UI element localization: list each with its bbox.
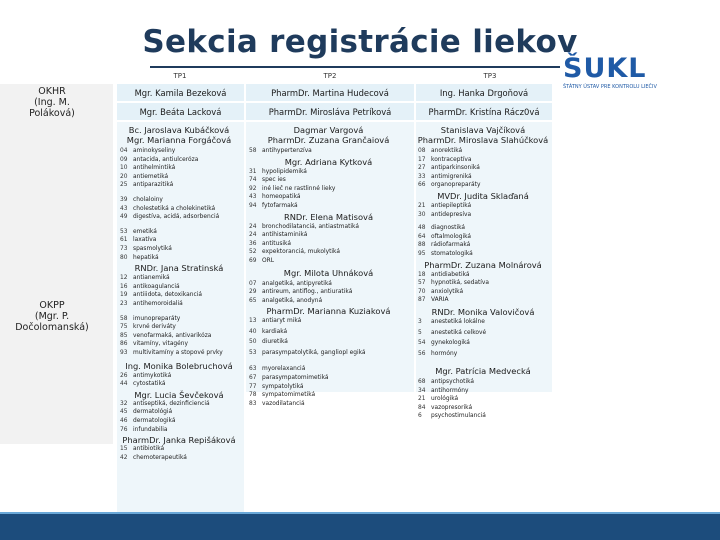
item-label: vazodilatanciá — [262, 400, 305, 407]
list-item — [249, 297, 322, 305]
logo-mark: ŠUKL — [563, 53, 647, 84]
item-label: antidepresíva — [431, 211, 472, 218]
item-label: iné lieč ne rastlinné lieky — [262, 185, 336, 192]
column-heading: PharmDr. Marianna Kuziaková — [266, 306, 391, 317]
item-label: parasympatolytiká, gangliopl egiká — [262, 349, 366, 356]
item-code: 19 — [120, 292, 128, 299]
item-code: 83 — [249, 400, 257, 407]
item-label: cytostatiká — [133, 381, 166, 388]
item-code: 20 — [120, 173, 128, 180]
item-code: 58 — [120, 315, 128, 322]
item-label: dermatológiá — [133, 409, 173, 416]
item-code: 52 — [249, 249, 257, 256]
item-label: venofarmaká, antivarikóza — [133, 332, 212, 339]
list-item — [120, 426, 168, 434]
item-code: 36 — [249, 240, 257, 247]
item-label: parasympatomimetiká — [262, 375, 329, 381]
list-item — [120, 164, 175, 172]
item-code: 18 — [418, 271, 426, 278]
item-code: 85 — [120, 332, 128, 339]
list-item — [249, 338, 288, 346]
item-label: stomatologiká — [431, 251, 473, 257]
list-item — [120, 349, 223, 357]
item-code: 30 — [418, 211, 426, 218]
item-label: antihypertenzíva — [262, 148, 312, 154]
list-item — [120, 340, 188, 348]
column-head-tp1: TP1 — [173, 72, 187, 80]
list-item — [418, 241, 470, 249]
list-item — [418, 233, 471, 241]
item-label: krvné deriváty — [133, 324, 176, 331]
item-code: 16 — [120, 283, 128, 290]
list-item — [418, 224, 465, 232]
list-item — [120, 156, 198, 164]
list-item — [249, 280, 332, 288]
bottom-bar — [0, 514, 720, 540]
item-code: 87 — [418, 297, 426, 304]
item-code: 45 — [120, 409, 128, 416]
list-item — [418, 378, 474, 386]
item-label: antipsychotiká — [431, 379, 475, 385]
item-code: 07 — [249, 280, 257, 287]
item-label: sympatolytiká — [262, 383, 304, 390]
item-code: 80 — [120, 254, 128, 261]
item-code: 24 — [249, 232, 257, 239]
list-item — [249, 400, 305, 408]
list-item — [249, 223, 359, 231]
item-code: 31 — [249, 168, 257, 175]
band-text: Mgr. Kamila Bezeková — [134, 88, 227, 98]
column-heading: RNDr. Elena Matisová — [283, 211, 374, 222]
item-code: 09 — [120, 156, 128, 163]
item-label: ORL — [262, 258, 275, 264]
item-label: anorektiká — [431, 148, 463, 154]
band-text: PharmDr. Martina Hudecová — [271, 88, 389, 98]
item-code: 46 — [120, 418, 128, 424]
item-code: 08 — [418, 148, 426, 154]
band-text: Mgr. Beáta Lacková — [139, 107, 222, 117]
band-text: Ing. Hanka Drgoňová — [439, 88, 529, 98]
item-label: bronchodilatanciá, antiastmatiká — [262, 223, 359, 230]
column-heading: Mgr. Milota Uhnáková — [283, 267, 374, 278]
item-code: 39 — [120, 197, 128, 203]
column-head-tp3: TP3 — [483, 72, 497, 80]
logo-subtitle: ŠTÁTNY ÚSTAV PRE KONTROLU LIEČIV — [563, 84, 657, 90]
list-item — [249, 185, 335, 193]
side-label-okhr: OKHR (Ing. M. Poláková) — [29, 86, 75, 119]
column-heading: Ing. Monika Bolebruchová — [125, 360, 233, 371]
item-code: 10 — [120, 165, 128, 172]
list-item — [418, 164, 480, 172]
item-label: antiiidota, detoxikanciá — [133, 292, 202, 299]
list-item — [418, 296, 449, 304]
item-label: emetiká — [133, 228, 157, 235]
item-label: kontraceptíva — [431, 156, 472, 163]
item-code: 73 — [120, 246, 128, 252]
list-item — [249, 240, 291, 248]
item-code: 69 — [249, 258, 257, 264]
item-code: 21 — [418, 203, 426, 209]
list-item — [418, 279, 489, 287]
item-code: 76 — [120, 426, 128, 433]
list-item — [418, 271, 470, 279]
list-item — [120, 205, 215, 213]
list-item — [120, 445, 164, 453]
item-code: 13 — [249, 318, 257, 325]
item-code: 15 — [120, 446, 128, 453]
item-label: antiparazitiká — [133, 182, 174, 189]
item-code: 61 — [120, 237, 128, 244]
column-heading: PharmDr. Zuzana Grančaiová — [267, 135, 390, 145]
column-heading: Dagmar Vargová — [293, 125, 364, 135]
item-label: oftalmologiká — [431, 233, 472, 240]
list-item — [120, 147, 175, 155]
list-item — [120, 254, 159, 262]
item-code: 49 — [120, 214, 128, 221]
item-label: laxatíva — [133, 237, 157, 244]
column-heading: PharmDr. Zuzana Molnárová — [424, 259, 542, 270]
list-item — [249, 176, 286, 184]
item-code: 94 — [249, 203, 257, 209]
list-item — [120, 274, 170, 282]
item-label: analgetiká, anodyná — [262, 297, 323, 304]
list-item — [418, 173, 472, 181]
item-label: spec ies — [262, 177, 286, 184]
item-label: spasmolytiká — [133, 246, 172, 252]
band-text: PharmDr. Kristína Rácz0vá — [428, 107, 540, 117]
item-code: 75 — [120, 324, 128, 331]
list-item — [120, 372, 171, 380]
column-heading: Mgr. Adriana Kytková — [284, 156, 373, 167]
list-item — [249, 193, 301, 201]
item-label: cholestetiká a cholekinetiká — [133, 205, 216, 212]
item-label: kardiaká — [262, 328, 288, 335]
list-item — [418, 339, 470, 347]
list-item — [249, 248, 340, 256]
item-label: antimigreniká — [431, 173, 472, 180]
item-code: 50 — [249, 339, 257, 346]
item-label: anxiolytiká — [431, 288, 464, 295]
list-item — [418, 329, 486, 337]
item-label: anestetiká celkové — [431, 329, 487, 336]
item-label: hypolipidemiká — [262, 168, 307, 175]
item-code: 84 — [418, 404, 426, 411]
list-item — [120, 228, 157, 236]
item-code: 32 — [120, 400, 128, 407]
item-code: 29 — [249, 289, 257, 296]
list-item — [418, 387, 469, 395]
item-code: 24 — [249, 223, 257, 230]
item-code: 23 — [120, 301, 128, 307]
item-code: 43 — [120, 205, 128, 212]
item-code: 77 — [249, 383, 257, 390]
list-item — [120, 408, 172, 416]
list-item — [418, 350, 457, 358]
item-label: antiemetiká — [133, 173, 169, 180]
item-code: 21 — [418, 396, 426, 403]
item-code: 25 — [120, 182, 128, 189]
item-code: 64 — [418, 233, 426, 240]
item-label: antibiotiká — [133, 446, 165, 453]
item-code: 95 — [418, 251, 426, 257]
item-code: 86 — [120, 341, 128, 348]
item-label: homeopatiká — [262, 194, 301, 201]
list-item — [249, 328, 287, 336]
column-heading: PharmDr. Miroslava Slahúčková — [417, 135, 549, 145]
item-code: 27 — [418, 165, 426, 172]
item-code: 12 — [120, 275, 128, 282]
list-item — [120, 315, 180, 323]
list-item — [249, 391, 315, 399]
list-item — [418, 156, 472, 164]
list-item — [249, 147, 312, 155]
item-code: 17 — [418, 156, 426, 163]
item-code: 67 — [249, 375, 257, 381]
list-item — [120, 283, 180, 291]
list-item — [120, 454, 187, 462]
item-code: 88 — [418, 242, 426, 249]
item-code: 53 — [249, 349, 257, 356]
item-label: dermatologiká — [133, 418, 176, 424]
column-heading: Mgr. Marianna Forgáčová — [126, 135, 232, 145]
item-code: 44 — [120, 381, 128, 388]
item-label: antihormóny — [431, 387, 469, 394]
list-item — [418, 211, 471, 219]
item-label: imunopreparáty — [133, 315, 181, 322]
item-code: 40 — [249, 328, 257, 335]
item-code: 5 — [418, 329, 422, 336]
item-label: antidiabetiká — [431, 271, 470, 278]
item-code: 48 — [418, 225, 426, 232]
list-item — [418, 147, 462, 155]
item-label: psychostimulanciá — [431, 413, 486, 420]
page-title: Sekcia registrácie liekov — [142, 24, 578, 60]
item-label: hormóny — [431, 350, 458, 357]
title-underline — [150, 66, 560, 68]
item-code: 74 — [249, 177, 257, 184]
item-label: antimykotiká — [133, 372, 172, 379]
item-label: vazopresoriká — [431, 404, 473, 411]
item-code: 04 — [120, 148, 128, 154]
side-panel — [0, 84, 113, 444]
item-label: expektoranciá, mukolytiká — [262, 249, 340, 256]
list-item — [120, 245, 172, 253]
item-label: antireum, antiflog., antiuratiká — [262, 289, 353, 296]
list-item — [120, 291, 202, 299]
item-label: sympatomimetiká — [262, 392, 316, 399]
list-item — [120, 173, 168, 181]
item-label: antiseptiká, dezinficienciá — [133, 400, 210, 407]
item-label: antihistaminiká — [262, 232, 308, 239]
column-heading: PharmDr. Janka Repišáková — [122, 435, 236, 446]
column-heading: Bc. Jaroslava Kubáčková — [128, 125, 230, 135]
item-label: diuretiká — [262, 339, 288, 346]
item-label: antihemoroidaliá — [133, 301, 183, 307]
list-item — [418, 181, 480, 189]
item-label: fytofarmaká — [262, 203, 298, 209]
list-item — [418, 404, 472, 412]
item-label: vitamíny, vitagény — [133, 341, 189, 348]
list-item — [120, 300, 183, 308]
item-label: VARIA — [431, 297, 449, 304]
list-item — [418, 288, 463, 296]
item-code: 65 — [249, 297, 257, 304]
side-label-okpp: OKPP (Mgr. P. Dočolomanská) — [15, 300, 89, 333]
item-code: 34 — [418, 387, 426, 394]
list-item — [249, 374, 329, 382]
column-heading: Mgr. Lucia Ševčeková — [134, 389, 224, 400]
list-item — [418, 412, 486, 420]
item-label: anestetiká lokálne — [431, 319, 485, 325]
item-label: urológiká — [431, 396, 459, 403]
item-code: 57 — [418, 280, 426, 287]
list-item — [249, 365, 305, 373]
list-item — [249, 383, 304, 391]
column-head-tp2: TP2 — [323, 72, 337, 80]
item-label: aminokyseliny — [133, 148, 176, 154]
item-label: cholaloiny — [133, 197, 163, 203]
list-item — [120, 332, 211, 340]
list-item — [418, 250, 473, 258]
column-heading: RNDr. Jana Stratinská — [134, 263, 224, 274]
item-code: 54 — [418, 340, 426, 346]
item-label: antikoagulanciá — [133, 283, 180, 290]
column-heading: Mgr. Patrícia Medvecká — [435, 366, 531, 376]
list-item — [120, 213, 219, 221]
item-label: antiparkinsoniká — [431, 165, 480, 172]
item-code: 56 — [418, 350, 426, 357]
item-code: 68 — [418, 379, 426, 385]
item-code: 53 — [120, 228, 128, 235]
item-label: multivitamíny a stopové prvky — [133, 350, 223, 356]
list-item — [120, 400, 210, 408]
list-item — [120, 323, 176, 331]
item-label: hypnotiká, sedatíva — [431, 280, 489, 287]
item-label: antianemiká — [133, 275, 170, 282]
item-label: hepatiká — [133, 254, 159, 261]
item-label: myorelaxanciá — [262, 366, 306, 373]
list-item — [249, 288, 352, 296]
item-label: chemoterapeutiká — [133, 454, 187, 461]
list-item — [120, 236, 156, 244]
list-item — [120, 196, 163, 204]
item-code: 33 — [418, 173, 426, 180]
item-code: 26 — [120, 372, 128, 379]
item-label: antiepileptiká — [431, 203, 472, 209]
list-item — [418, 395, 458, 403]
column-heading: Stanislava Vajčíková — [440, 125, 526, 135]
item-label: antacida, antiulceróza — [133, 156, 199, 163]
list-item — [249, 257, 274, 265]
item-label: analgetiká, antipyretiká — [262, 280, 332, 287]
list-item — [249, 317, 301, 325]
band-text: PharmDr. Mirosláva Petríková — [268, 107, 392, 117]
item-label: rádiofarmaká — [431, 242, 471, 249]
list-item — [120, 417, 175, 425]
item-label: diagnostiká — [431, 225, 465, 232]
item-label: antiaryt miká — [262, 318, 302, 325]
column-heading: MVDr. Judita Sklaďaná — [437, 191, 529, 201]
item-label: antitusiká — [262, 240, 291, 247]
list-item — [418, 202, 471, 210]
item-code: 63 — [249, 366, 257, 373]
item-label: infundabilia — [133, 426, 168, 433]
item-code: 66 — [418, 182, 426, 189]
item-code: 70 — [418, 288, 426, 295]
item-label: antihelmintiká — [133, 165, 176, 172]
item-code: 58 — [249, 148, 257, 154]
list-item — [418, 318, 485, 326]
item-label: gynekologiká — [431, 340, 470, 346]
item-code: 42 — [120, 454, 128, 461]
item-label: organopreparáty — [431, 182, 481, 189]
item-code: 3 — [418, 319, 422, 325]
column-heading: RNDr. Monika Valovičová — [431, 307, 535, 317]
item-code: 93 — [120, 350, 128, 356]
list-item — [120, 380, 166, 388]
list-item — [249, 349, 366, 357]
item-label: digestíva, acidá, adsorbenciá — [133, 214, 220, 221]
list-item — [120, 181, 173, 189]
item-code: 78 — [249, 392, 257, 399]
list-item — [249, 231, 307, 239]
item-code: 43 — [249, 194, 257, 201]
list-item — [249, 202, 298, 210]
item-code: 6 — [418, 413, 422, 420]
list-item — [249, 168, 307, 176]
item-code: 92 — [249, 185, 257, 192]
sukl-logo — [563, 54, 703, 104]
